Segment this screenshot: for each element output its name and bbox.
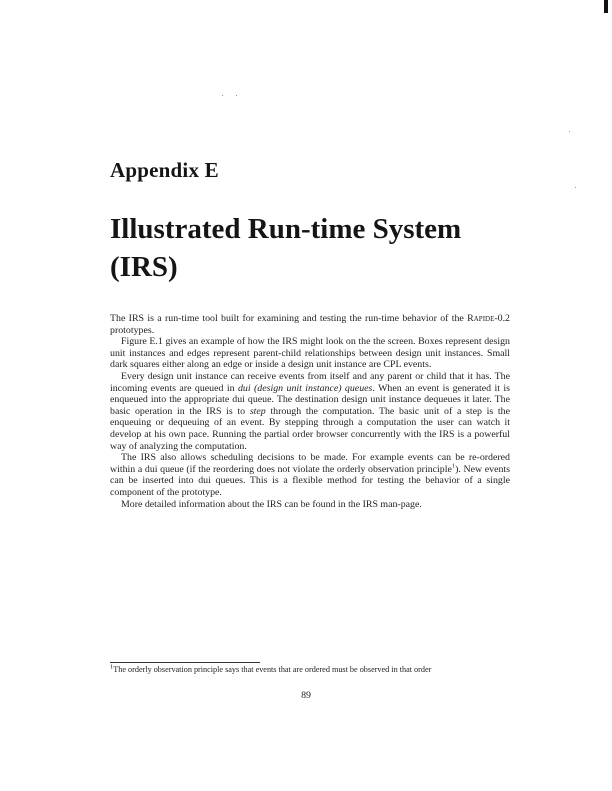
page-number: 89 bbox=[301, 690, 311, 701]
footnote-mark: 1 bbox=[110, 663, 114, 671]
chapter-title bbox=[110, 210, 530, 286]
scan-speck bbox=[575, 187, 576, 188]
p4-text-a: The IRS also allows scheduling decisions to be made. For example events can be re-ordered within a dui queue (if the reordering does not violate the orderly observation principle bbox=[110, 452, 510, 475]
chapter-title-line-2: (IRS) bbox=[110, 251, 178, 283]
p4-text-b: ). New events can be inserted into dui queues. This is a flexible method for testing the behavior of a single component of the prototype. bbox=[110, 463, 510, 498]
p1-text-b: -0.2 prototypes. bbox=[110, 313, 510, 336]
footnote-ref: 1 bbox=[451, 462, 456, 470]
p3-text-c: through the computation. The basic unit of a step is the enqueuing or dequeuing of an event. By stepping through a computation the user can watch it develop at his own pace. Running the partial order browser concurrently with the IRS is a powerful way of analyzing the computation. bbox=[110, 405, 510, 452]
p3-text-b: . When an event is generated it is enqueued into the appropriate dui queue. The destination design unit instance dequeues it later. The basic operation in the IRS is to bbox=[110, 382, 510, 417]
body-text bbox=[110, 313, 510, 510]
paragraph-4 bbox=[110, 452, 510, 498]
paragraph-3 bbox=[110, 371, 510, 452]
paragraph-2: Figure E.1 gives an example of how the IRS might look on the the screen. Boxes represent design unit instances and edges represent parent-child relationships between design unit instances. Small dark squares either along an edge or inside a design unit instance are CPL events. bbox=[110, 336, 510, 371]
p1-text-a: The IRS is a run-time tool built for examining and testing the run-time behavior of the bbox=[110, 313, 468, 324]
rapide-name: Rapide bbox=[467, 313, 495, 324]
footnote-rule bbox=[110, 662, 260, 663]
dui-queues-term: dui (design unit instance) queues bbox=[237, 382, 373, 394]
footnote-text: The orderly observation principle says that events that are ordered must be observed in that order bbox=[113, 665, 432, 674]
p3-text-a: Every design unit instance can receive events from itself and any parent or child that it has. The incoming events are queued in bbox=[110, 370, 510, 394]
appendix-label: Appendix E bbox=[110, 158, 219, 182]
scan-speck bbox=[236, 95, 237, 96]
chapter-title-line-1: Illustrated Run-time System bbox=[110, 213, 462, 245]
paragraph-1 bbox=[110, 313, 510, 336]
step-term: step bbox=[249, 405, 266, 417]
scan-edge-mark bbox=[604, 0, 608, 13]
scan-speck bbox=[222, 95, 223, 96]
scan-speck bbox=[569, 131, 570, 132]
footnote bbox=[110, 665, 530, 675]
paragraph-5: More detailed information about the IRS can be found in the IRS man-page. bbox=[121, 498, 422, 510]
